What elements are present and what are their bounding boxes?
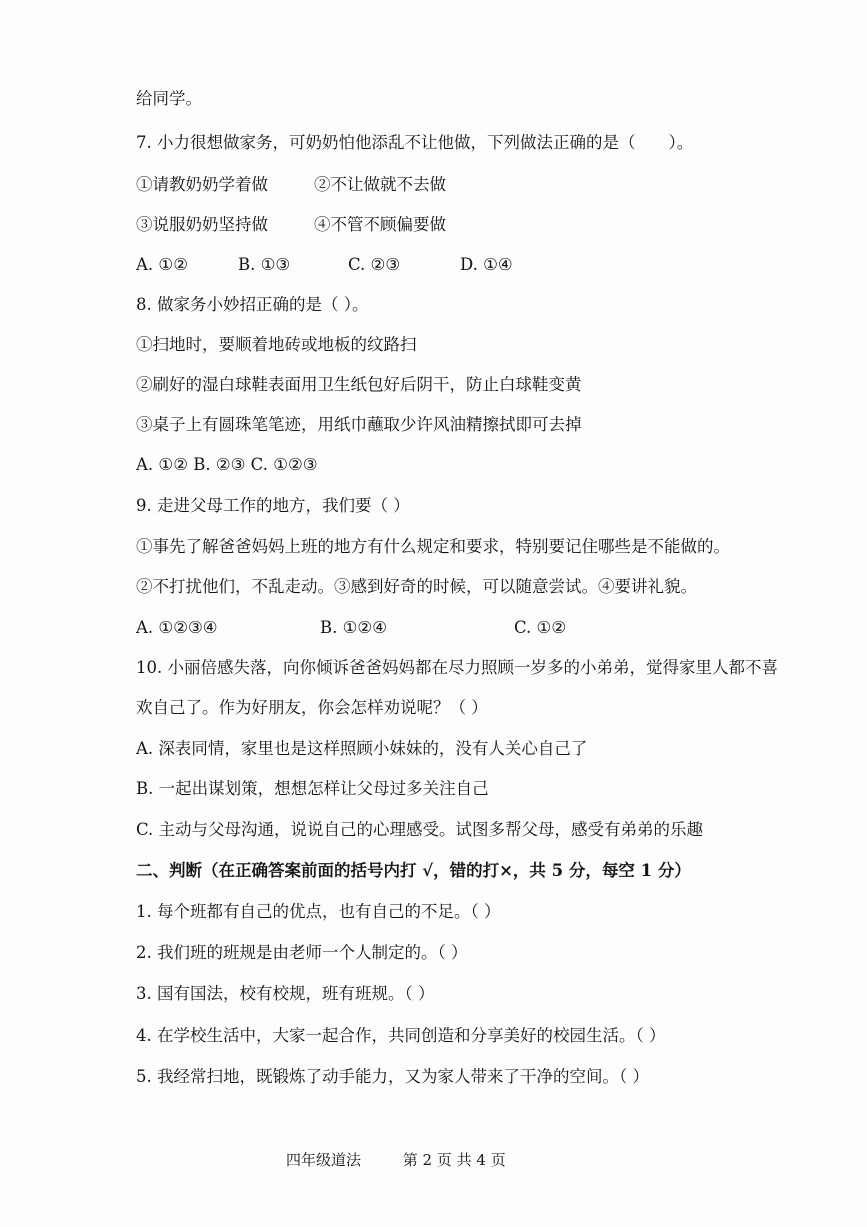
judgement-5: 5. 我经常扫地，既锻炼了动手能力，又为家人带来了干净的空间。（ ） bbox=[136, 1067, 649, 1086]
statement-4: ④不管不顾偏要做 bbox=[314, 215, 446, 234]
statement-2: ②不让做就不去做 bbox=[314, 175, 446, 194]
question-10-line-2: 欢自己了。作为好朋友，你会怎样劝说呢？（ ） bbox=[136, 698, 488, 717]
judgement-2: 2. 我们班的班规是由老师一个人制定的。（ ） bbox=[136, 943, 468, 962]
section-2-heading: 二、判断（在正确答案前面的括号内打 √，错的打×，共 5 分，每空 1 分） bbox=[136, 861, 691, 880]
judgement-1: 1. 每个班都有自己的优点，也有自己的不足。（ ） bbox=[136, 902, 501, 921]
question-8-statement-1: ①扫地时，要顺着地砖或地板的纹路扫 bbox=[136, 335, 417, 354]
question-9: 9. 走进父母工作的地方，我们要（ ） bbox=[136, 496, 410, 515]
question-10-line-1: 10. 小丽倍感失落，向你倾诉爸爸妈妈都在尽力照顾一岁多的小弟弟，觉得家里人都不喜 bbox=[136, 658, 778, 677]
question-7-statements-row-1 bbox=[136, 174, 446, 196]
option-a: A. ①② bbox=[136, 255, 188, 274]
question-10-option-b: B. 一起出谋划策，想想怎样让父母过多关注自己 bbox=[136, 779, 489, 798]
question-9-statement-2: ②不打扰他们，不乱走动。③感到好奇的时候，可以随意尝试。④要讲礼貌。 bbox=[136, 577, 697, 596]
continued-text-line: 给同学。 bbox=[136, 89, 202, 108]
option-c: C. ①② bbox=[514, 618, 567, 637]
judgement-4: 4. 在学校生活中，大家一起合作，共同创造和分享美好的校园生活。（ ） bbox=[136, 1026, 666, 1045]
question-8-statement-3: ③桌子上有圆珠笔笔迹，用纸巾蘸取少许风油精擦拭即可去掉 bbox=[136, 415, 582, 434]
question-7-statements-row-2 bbox=[136, 214, 446, 236]
question-9-statement-1: ①事先了解爸爸妈妈上班的地方有什么规定和要求，特别要记住哪些是不能做的。 bbox=[136, 537, 730, 556]
question-10-option-a: A. 深表同情，家里也是这样照顾小妹妹的，没有人关心自己了 bbox=[136, 739, 588, 758]
footer-subject: 四年级道法 bbox=[286, 1151, 362, 1169]
question-9-options bbox=[136, 617, 566, 639]
option-c: C. ②③ bbox=[348, 255, 401, 274]
statement-1: ①请教奶奶学着做 bbox=[136, 175, 268, 194]
question-10-option-c: C. 主动与父母沟通，说说自己的心理感受。试图多帮父母，感受有弟弟的乐趣 bbox=[136, 820, 704, 839]
option-b: B. ①②④ bbox=[320, 618, 387, 637]
question-7: 7. 小力很想做家务，可奶奶怕他添乱不让他做，下列做法正确的是（ ）。 bbox=[136, 133, 694, 152]
question-7-options bbox=[136, 254, 513, 276]
judgement-3: 3. 国有国法，校有校规，班有班规。（ ） bbox=[136, 984, 435, 1003]
option-a: A. ①②③④ bbox=[136, 618, 218, 637]
option-b: B. ①③ bbox=[238, 255, 291, 274]
statement-3: ③说服奶奶坚持做 bbox=[136, 215, 268, 234]
question-8-statement-2: ②刷好的湿白球鞋表面用卫生纸包好后阴干，防止白球鞋变黄 bbox=[136, 375, 582, 394]
question-8: 8. 做家务小妙招正确的是（ ）。 bbox=[136, 295, 369, 314]
question-8-options: A. ①② B. ②③ C. ①②③ bbox=[136, 455, 318, 474]
option-d: D. ①④ bbox=[460, 255, 513, 274]
footer-page-number: 第 2 页 共 4 页 bbox=[402, 1151, 506, 1169]
